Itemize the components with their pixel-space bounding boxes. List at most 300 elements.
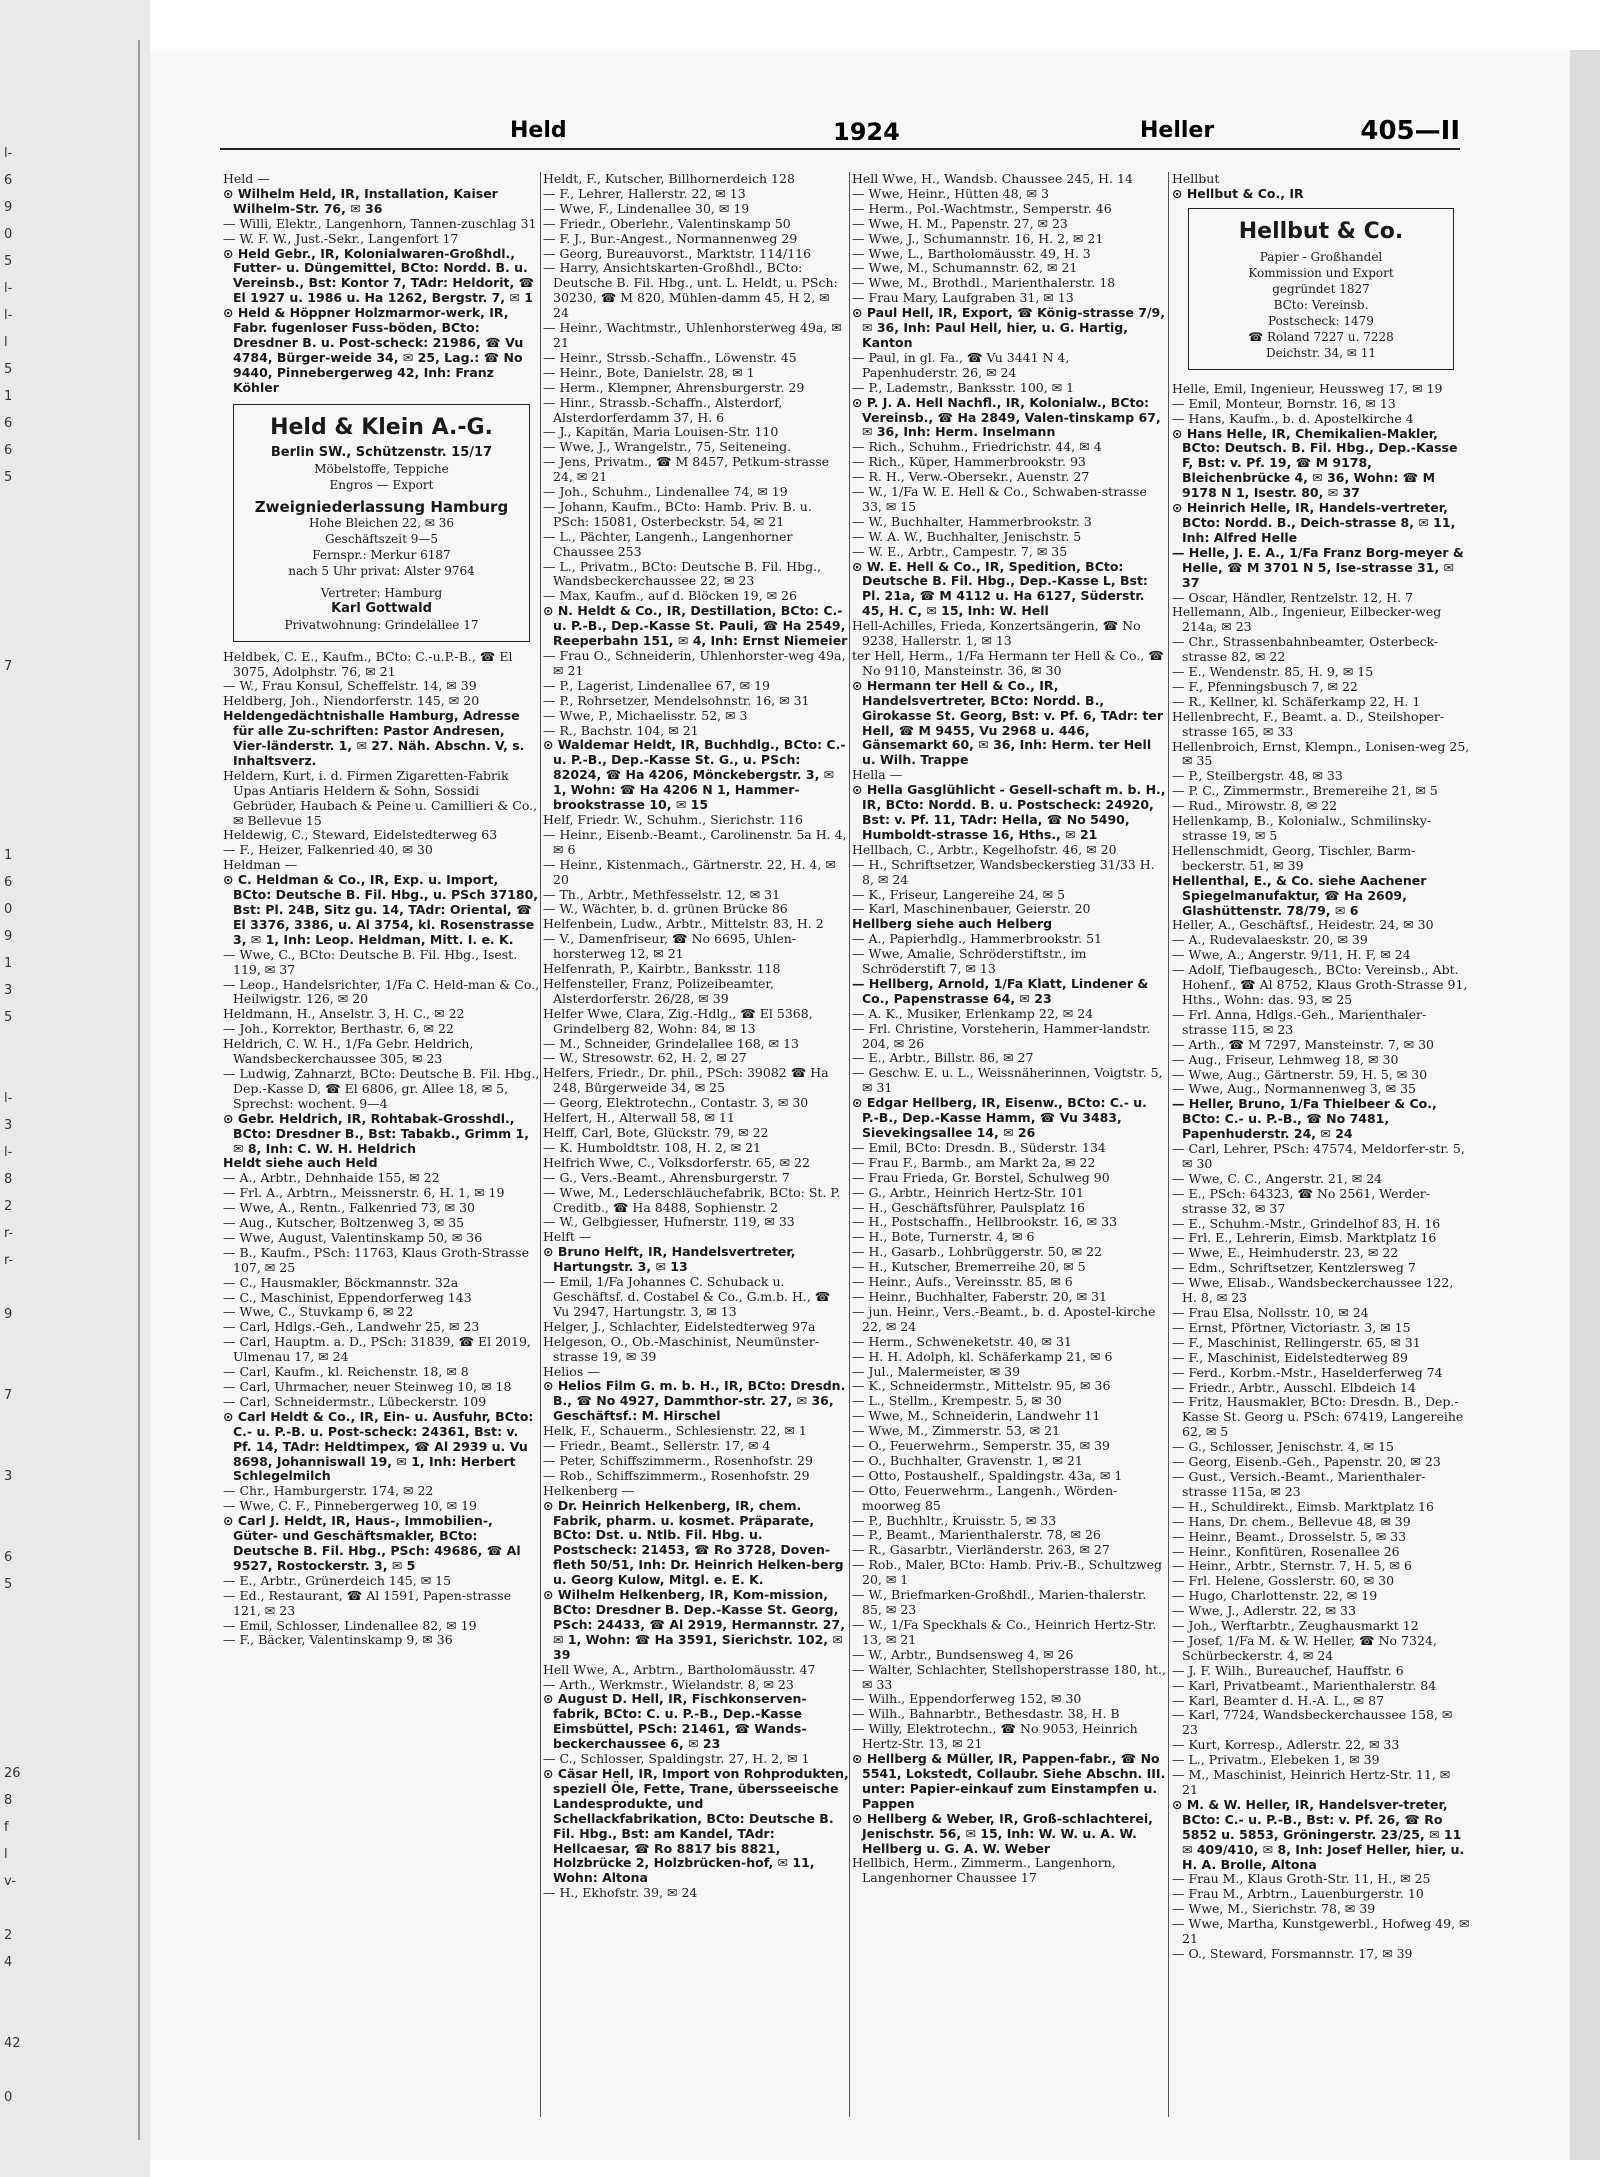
directory-entry: — Wwe, J., Wrangelstr., 75, Seiteneing. bbox=[543, 439, 792, 455]
directory-entry: Heldberg, Joh., Niendorferstr. 145, ✉ 20 bbox=[223, 693, 480, 709]
directory-entry: ⊙ N. Heldt & Co., IR, Destillation, BCto: C.-u. P.-B., Dep.-Kasse St. Pauli, ☎ Ha 2549, Reeperbahn 151, ✉ 4, Inh: Ernst Niemeier bbox=[543, 603, 848, 649]
margin-mark: 3 bbox=[4, 1118, 13, 1133]
directory-entry: — Joh., Korrektor, Berthastr. 6, ✉ 22 bbox=[223, 1021, 454, 1037]
directory-entry: Helle, Emil, Ingenieur, Heussweg 17, ✉ 19 bbox=[1172, 380, 1443, 396]
directory-entry: ⊙ Hellberg & Weber, IR, Groß-schlachterei, Jenischstr. 56, ✉ 15, Inh: W. W. u. A. W. Hellberg u. G. A. W. Weber bbox=[852, 1810, 1153, 1856]
directory-entry: — Wwe, M., Schumannstr. 62, ✉ 21 bbox=[852, 260, 1078, 276]
directory-entry: ⊙ Waldemar Heldt, IR, Buchhdlg., BCto: C.- u. P.-B., Dep.-Kasse St. G., u. PSch: 82024, ☎ Ha 4206, Mönckebergstr. 3, ✉ 1, Wohn: ☎ Ha 4206 N 1, Hammer-brookstrasse 10, ✉ 15 bbox=[543, 737, 846, 813]
directory-entry: — Friedr., Beamt., Sellerstr. 17, ✉ 4 bbox=[543, 1438, 771, 1454]
margin-mark: 8 bbox=[4, 1793, 13, 1808]
directory-entry: Helf, Friedr. W., Schuhm., Sierichstr. 116 bbox=[543, 811, 803, 827]
directory-entry: — O., Feuerwehrm., Semperstr. 35, ✉ 39 bbox=[852, 1438, 1110, 1454]
margin-mark bbox=[4, 1598, 24, 1625]
margin-mark bbox=[4, 1679, 24, 1706]
directory-entry: — E., Arbtr., Grünerdeich 145, ✉ 15 bbox=[223, 1572, 452, 1588]
margin-mark: r- bbox=[4, 1253, 14, 1268]
directory-entry: — M., Maschinist, Heinrich Hertz-Str. 11, ✉ 21 bbox=[1172, 1767, 1451, 1797]
directory-entry: Helff, Carl, Bote, Glückstr. 79, ✉ 22 bbox=[543, 1125, 769, 1140]
ad-line: Möbelstoffe, Teppiche bbox=[314, 461, 449, 476]
ad-title: Held & Klein A.-G. bbox=[270, 414, 493, 440]
directory-entry: — F., Maschinist, Rellingerstr. 65, ✉ 31 bbox=[1172, 1334, 1421, 1350]
directory-entry: — H., Bote, Turnerstr. 4, ✉ 6 bbox=[852, 1229, 1035, 1245]
directory-entry: — H., Postschaffn., Hellbrookstr. 16, ✉ 33 bbox=[852, 1214, 1118, 1230]
directory-entry: — Ferd., Korbm.-Mstr., Haselderferweg 74 bbox=[1172, 1364, 1443, 1380]
directory-entry: — K., Schneidermstr., Mittelstr. 95, ✉ 36 bbox=[852, 1378, 1111, 1394]
column-rule bbox=[849, 172, 850, 2117]
margin-mark bbox=[4, 1058, 24, 1085]
ad-line: Kommission und Export bbox=[1248, 265, 1394, 280]
margin-mark: 1 bbox=[4, 848, 13, 863]
directory-entry: — Josef, 1/Fa M. & W. Heller, ☎ No 7324, Schürbeckerstr. 4, ✉ 24 bbox=[1172, 1632, 1437, 1663]
directory-entry: ⊙ C. Heldman & Co., IR, Exp. u. Import, BCto: Deutsche B. Fil. Hbg., u. PSch 37180, Bst: Pl. 24B, Sitz gu. 14, TAdr: Oriental, ☎ El 3376, 3386, u. Al 3754, kl. Rosenstrasse 3, ✉ 1, Inh: Leop. Heldman, Mitt. I. e. K. bbox=[223, 872, 539, 947]
margin-mark: 0 bbox=[4, 902, 13, 917]
directory-entry: — Wwe, Amalie, Schröderstiftstr., im Schröderstift 7, ✉ 13 bbox=[852, 946, 1087, 977]
directory-entry: — Wwe, Aug., Gärtnerstr. 59, H. 5, ✉ 30 bbox=[1172, 1066, 1428, 1082]
margin-mark: l- bbox=[4, 281, 13, 296]
directory-entry: — O., Steward, Forsmannstr. 17, ✉ 39 bbox=[1172, 1945, 1413, 1961]
directory-entry: — Emil, 1/Fa Johannes C. Schuback u. Geschäftsf. d. Costabel & Co., G.m.b. H., ☎ Vu 2947, Hartungstr. 3, ✉ 13 bbox=[543, 1274, 831, 1319]
directory-entry: — Oscar, Händler, Rentzelstr. 12, H. 7 bbox=[1172, 589, 1413, 605]
directory-entry: ⊙ August D. Hell, IR, Fischkonserven-fabrik, BCto: C. u. P.-B., Dep.-Kasse Eimsbüttel, PSch: 21461, ☎ Wands-beckerchaussee 6, ✉ 23 bbox=[543, 1691, 807, 1752]
directory-entry: — Frl. E., Lehrerin, Eimsb. Marktplatz 16 bbox=[1172, 1230, 1437, 1246]
directory-entry: — P., Lagerist, Lindenallee 67, ✉ 19 bbox=[543, 677, 771, 693]
header-year: 1924 bbox=[833, 118, 900, 146]
directory-entry: — Frau O., Schneiderin, Uhlenhorster-weg 49a, ✉ 21 bbox=[543, 648, 846, 678]
directory-entry: — F., Lehrer, Hallerstr. 22, ✉ 13 bbox=[543, 185, 746, 201]
directory-entry: — Frl. Christine, Vorsteherin, Hammer-landstr. 204, ✉ 26 bbox=[852, 1020, 1151, 1051]
directory-entry: — P. C., Zimmermstr., Bremereihe 21, ✉ 5 bbox=[1172, 783, 1438, 799]
ad-phone-private: nach 5 Uhr privat: Alster 9764 bbox=[288, 563, 475, 578]
ad-line: Deichstr. 34, ✉ 11 bbox=[1265, 345, 1377, 360]
directory-entry: Hellbach, C., Arbtr., Kegelhofstr. 46, ✉ 20 bbox=[852, 841, 1117, 857]
directory-entry: ⊙ M. & W. Heller, IR, Handelsver-treter, BCto: C.- u. P.-B., Bst: v. Pf. 26, ☎ Ro 5852 u. 5853, Gröningerstr. 23/25, ✉ 11 ✉ 409/410, ✉ 8, Inh: Josef Heller, hier, u. H. A. Brolle, Altona bbox=[1172, 1796, 1465, 1872]
directory-entry: — Wwe, M., Lederschläuchefabrik, BCto: St. P. Creditb., ☎ Ha 8488, Sophienstr. 2 bbox=[543, 1184, 841, 1215]
directory-entry: Heldrich, C. W. H., 1/Fa Gebr. Heldrich, Wandsbeckerchaussee 305, ✉ 23 bbox=[223, 1036, 474, 1067]
ad-private-address: Privatwohnung: Grindelallee 17 bbox=[284, 617, 479, 632]
margin-mark bbox=[4, 1517, 24, 1544]
ad-title: Hellbut & Co. bbox=[1238, 218, 1404, 244]
ad-branch: Zweigniederlassung Hamburg bbox=[254, 497, 509, 516]
directory-entry: — A. K., Musiker, Erlenkamp 22, ✉ 24 bbox=[852, 1005, 1094, 1021]
directory-entry: — Frl. A., Arbtrn., Meissnerstr. 6, H. 1, ✉ 19 bbox=[223, 1185, 505, 1201]
directory-entry: — Aug., Friseur, Lehmweg 18, ✉ 30 bbox=[1172, 1051, 1399, 1067]
directory-entry: Hellemann, Alb., Ingenieur, Eilbecker-weg 214a, ✉ 23 bbox=[1172, 604, 1442, 635]
margin-mark bbox=[4, 518, 24, 545]
margin-mark: 0 bbox=[4, 227, 13, 242]
directory-entry: — Frl. Anna, Hdlgs.-Geh., Marienthaler-strasse 115, ✉ 23 bbox=[1172, 1006, 1427, 1037]
directory-entry: — H., Ekhofstr. 39, ✉ 24 bbox=[543, 1885, 698, 1901]
directory-entry: Hellenkamp, B., Kolonialw., Schmilinsky-strasse 19, ✉ 5 bbox=[1172, 813, 1432, 843]
directory-entry: — Edm., Schriftsetzer, Kentzlersweg 7 bbox=[1172, 1260, 1416, 1276]
directory-entry: — F., Maschinist, Eidelstedterweg 89 bbox=[1172, 1349, 1408, 1365]
hellbut-label: Hellbut bbox=[1172, 172, 1220, 186]
directory-entry: — W. F. W., Just.-Sekr., Langenfort 17 bbox=[223, 230, 459, 246]
column-3 bbox=[852, 172, 1166, 2122]
directory-entry: — H. H. Adolph, kl. Schäferkamp 21, ✉ 6 bbox=[852, 1348, 1113, 1364]
margin-mark: 6 bbox=[4, 443, 13, 458]
ad-line: Papier - Großhandel bbox=[1259, 249, 1383, 264]
directory-entry: — P., Beamt., Marienthalerstr. 78, ✉ 26 bbox=[852, 1527, 1101, 1543]
directory-entry: — Rob., Schiffszimmerm., Rosenhofstr. 29 bbox=[543, 1467, 810, 1483]
directory-entry: — Frau M., Klaus Groth-Str. 11, H., ✉ 25 bbox=[1172, 1871, 1431, 1887]
directory-entry: — Wwe, L., Bartholomäusstr. 49, H. 3 bbox=[852, 245, 1091, 261]
margin-mark: f bbox=[4, 1820, 9, 1835]
margin-mark bbox=[4, 491, 24, 518]
page-edge bbox=[1570, 50, 1600, 2160]
directory-entry: ⊙ Paul Hell, IR, Export, ☎ König-strasse 7/9, ✉ 36, Inh: Paul Hell, hier, u. G. Hartig, Kanton bbox=[852, 305, 1165, 350]
directory-entry: — Wwe, C. C., Angerstr. 21, ✉ 24 bbox=[1172, 1170, 1383, 1186]
column-1-entries-bottom bbox=[223, 650, 540, 1649]
directory-entry: — R. H., Verw.-Obersekr., Auenstr. 27 bbox=[852, 469, 1090, 485]
directory-entry: — W., Wächter, b. d. grünen Brücke 86 bbox=[543, 901, 788, 917]
margin-mark: 2 bbox=[4, 1928, 13, 1943]
directory-entry: Helfrich Wwe, C., Volksdorferstr. 65, ✉ 22 bbox=[543, 1154, 810, 1170]
directory-entry: — P., Steilbergstr. 48, ✉ 33 bbox=[1172, 768, 1343, 784]
directory-entry: — Frau Frieda, Gr. Borstel, Schulweg 90 bbox=[852, 1169, 1110, 1185]
directory-entry: Hella — bbox=[852, 767, 903, 783]
directory-entry: — R., Gasarbtr., Vierländerstr. 263, ✉ 27 bbox=[852, 1542, 1110, 1558]
directory-entry: — Wwe, August, Valentinskamp 50, ✉ 36 bbox=[223, 1229, 483, 1245]
margin-mark: 3 bbox=[4, 1469, 13, 1484]
directory-entry: — Chr., Hamburgerstr. 174, ✉ 22 bbox=[223, 1483, 434, 1499]
column-4-entries bbox=[1172, 382, 1470, 1962]
margin-mark: 5 bbox=[4, 362, 13, 377]
margin-mark bbox=[4, 1706, 24, 1733]
ad-line: gegründet 1827 bbox=[1272, 281, 1370, 296]
ad-line: BCto: Vereinsb. bbox=[1273, 297, 1369, 312]
directory-entry: — Wilh., Eppendorferweg 152, ✉ 30 bbox=[852, 1691, 1082, 1707]
margin-mark bbox=[4, 1274, 24, 1301]
margin-mark bbox=[4, 734, 24, 761]
ad-hours: Geschäftszeit 9—5 bbox=[324, 531, 439, 546]
directory-entry: — C., Hausmakler, Böckmannstr. 32a bbox=[223, 1274, 459, 1290]
directory-entry: — Kurt, Korresp., Adlerstr. 22, ✉ 33 bbox=[1172, 1737, 1400, 1753]
directory-entry: — Willy, Elektrotechn., ☎ No 9053, Heinrich Hertz-Str. 13, ✉ 21 bbox=[852, 1721, 1138, 1752]
column-1 bbox=[223, 172, 540, 2122]
hellbut-entry: ⊙ Hellbut & Co., IR bbox=[1172, 185, 1304, 201]
directory-entry: Helgeson, O., Ob.-Maschinist, Neumünster-strasse 19, ✉ 39 bbox=[543, 1333, 820, 1364]
directory-entry: Heldern, Kurt, i. d. Firmen Zigaretten-Fabrik Upas Antiaris Heldern & Sohn, Sossidi Gebrüder, Haubach & Peine u. Camillieri & Co., ✉ Bellevue 15 bbox=[223, 767, 538, 828]
margin-mark: 5 bbox=[4, 470, 13, 485]
directory-entry: — Ernst, Pförtner, Victoriastr. 3, ✉ 15 bbox=[1172, 1319, 1411, 1335]
directory-entry: — Wwe, A., Angerstr. 9/11, H. F, ✉ 24 bbox=[1172, 947, 1411, 963]
directory-entry: Heldengedächtnishalle Hamburg, Adresse für alle Zu-schriften: Pastor Andresen, Vier-länderstr. 1, ✉ 27. Näh. Abschn. V, s. Inhaltsverz. bbox=[223, 708, 525, 768]
directory-entry: — Helle, J. E. A., 1/Fa Franz Borg-meyer & Helle, ☎ M 3701 N 5, Ise-strasse 31, ✉ 37 bbox=[1172, 544, 1464, 590]
margin-mark: l bbox=[4, 335, 8, 350]
margin-mark bbox=[4, 1895, 24, 1922]
margin-mark bbox=[4, 1355, 24, 1382]
directory-entry: ⊙ Helios Film G. m. b. H., IR, BCto: Dresdn. B., ☎ No 4927, Dammthor-str. 27, ✉ 36, Geschäftsf.: M. Hirschel bbox=[543, 1378, 846, 1424]
margin-mark: l bbox=[4, 1847, 8, 1862]
directory-entry: — Wilh., Bahnarbtr., Bethesdastr. 38, H. B bbox=[852, 1706, 1120, 1722]
directory-entry: — L., Pächter, Langenh., Langenhorner Chaussee 253 bbox=[543, 528, 793, 559]
margin-mark bbox=[4, 1652, 24, 1679]
directory-entry: — J. F. Wilh., Bureauchef, Hauffstr. 6 bbox=[1172, 1662, 1404, 1678]
directory-entry: — Heinr., Bote, Danielstr. 28, ✉ 1 bbox=[543, 364, 755, 380]
margin-mark: 6 bbox=[4, 416, 13, 431]
margin-mark: 9 bbox=[4, 200, 13, 215]
directory-entry: Helk, F., Schauerm., Schlesienstr. 22, ✉ 1 bbox=[543, 1423, 807, 1439]
directory-entry: — W. E., Arbtr., Campestr. 7, ✉ 35 bbox=[852, 543, 1068, 559]
directory-entry: — F., Pfenningsbusch 7, ✉ 22 bbox=[1172, 678, 1358, 694]
margin-mark bbox=[4, 680, 24, 707]
directory-entry: — P., Rohrsetzer, Mendelsohnstr. 16, ✉ 31 bbox=[543, 692, 810, 708]
directory-entry: — Harry, Ansichtskarten-Großhdl., BCto: Deutsche B. Fil. Hbg., unt. L. Heldt, u. PSch: 30230, ☎ M 820, Mühlen-damm 45, H 2, ✉ 24 bbox=[543, 260, 838, 321]
directory-entry: — Otto, Feuerwehrm., Langenh., Wörden-moorweg 85 bbox=[852, 1482, 1118, 1513]
directory-entry: ⊙ Hans Helle, IR, Chemikalien-Makler, BCto: Deutsch. B. Fil. Hbg., Dep.-Kasse F, Bst: v. Pf. 19, ☎ M 9178, Bleichenbrücke 4, ✉ 36, Wohn: ☎ M 9178 N 1, Isestr. 80, ✉ 37 bbox=[1172, 425, 1458, 501]
directory-entry: ⊙ Hellberg & Müller, IR, Pappen-fabr., ☎ No 5541, Lokstedt, Collaubr. Siehe Abschn. III. unter: Papier-einkauf zum Einstampfen u. Pappen bbox=[852, 1751, 1166, 1811]
directory-entry: ⊙ Heinrich Helle, IR, Handels-vertreter, BCto: Nordd. B., Deich-strasse 8, ✉ 11, Inh: Alfred Helle bbox=[1172, 500, 1456, 545]
directory-entry: — F., Heizer, Falkenried 40, ✉ 30 bbox=[223, 842, 433, 858]
directory-entry: — K. Humboldtstr. 108, H. 2, ✉ 21 bbox=[543, 1139, 762, 1155]
margin-mark: 5 bbox=[4, 1010, 13, 1025]
directory-entry: — H., Gasarb., Lohbrüggerstr. 50, ✉ 22 bbox=[852, 1244, 1102, 1260]
directory-entry: — V., Damenfriseur, ☎ No 6695, Uhlen-horsterweg 12, ✉ 21 bbox=[543, 931, 797, 962]
directory-entry: — Georg, Eisenb.-Geh., Papenstr. 20, ✉ 23 bbox=[1172, 1454, 1441, 1470]
directory-entry: — Frl. Helene, Gosslerstr. 60, ✉ 30 bbox=[1172, 1573, 1395, 1589]
directory-entry: — jun. Heinr., Vers.-Beamt., b. d. Apostel-kirche 22, ✉ 24 bbox=[852, 1303, 1156, 1334]
directory-entry: — H., Kutscher, Bremerreihe 20, ✉ 5 bbox=[852, 1259, 1086, 1275]
directory-entry: — Willi, Elektr., Langenhorn, Tannen-zuschlag 31 bbox=[223, 215, 537, 231]
directory-entry: Hellenthal, E., & Co. siehe Aachener Spiegelmanufaktur, ☎ Ha 2609, Glashüttenstr. 78/79, ✉ 6 bbox=[1172, 872, 1427, 918]
directory-entry: — W., 1/Fa Speckhals & Co., Heinrich Hertz-Str. 13, ✉ 21 bbox=[852, 1616, 1157, 1647]
directory-entry: — Wwe, C., BCto: Deutsche B. Fil. Hbg., Isest. 119, ✉ 37 bbox=[223, 946, 518, 977]
directory-entry: — Wwe, M., Schneiderin, Landwehr 11 bbox=[852, 1408, 1101, 1424]
directory-entry: — G., Arbtr., Heinrich Hertz-Str. 101 bbox=[852, 1184, 1084, 1200]
margin-mark bbox=[4, 1490, 24, 1517]
directory-entry: — Paul, in gl. Fa., ☎ Vu 3441 N 4, Papenhuderstr. 26, ✉ 24 bbox=[852, 349, 1070, 380]
directory-entry: — Heller, Bruno, 1/Fa Thielbeer & Co., BCto: C.- u. P.-B., ☎ No 7481, Papenhuderstr. 24, ✉ 24 bbox=[1172, 1096, 1437, 1142]
binding-edge bbox=[138, 40, 140, 2140]
directory-entry: — Carl, Uhrmacher, neuer Steinweg 10, ✉ 18 bbox=[223, 1379, 512, 1394]
directory-entry: — Max, Kaufm., auf d. Blöcken 19, ✉ 26 bbox=[543, 588, 797, 604]
ad-line: Postscheck: 1479 bbox=[1268, 313, 1374, 328]
margin-mark: 3 bbox=[4, 983, 13, 998]
directory-entry: — Wwe, M., Zimmerstr. 53, ✉ 21 bbox=[852, 1423, 1061, 1439]
directory-entry: ⊙ Edgar Hellberg, IR, Eisenw., BCto: C.- u. P.-B., Dep.-Kasse Hamm, ☎ Vu 3483, Sievekingsallee 14, ✉ 26 bbox=[852, 1095, 1147, 1140]
directory-entry: — Heinr., Eisenb.-Beamt., Carolinenstr. 5a H. 4, ✉ 6 bbox=[543, 826, 847, 857]
directory-entry: ⊙ Carl Heldt & Co., IR, Ein- u. Ausfuhr, BCto: C.- u. P.-B. u. Post-scheck: 24361, Bst: v. Pf. 14, TAdr: Heldtimpex, ☎ Al 2939 u. Vu 8698, Johanniswall 19, ✉ 1, Inh: Herbert Schlegelmilch bbox=[223, 1408, 534, 1484]
margin-mark bbox=[4, 2057, 24, 2084]
directory-entry: — Ed., Restaurant, ☎ Al 1591, Papen-strasse 121, ✉ 23 bbox=[223, 1587, 512, 1618]
margin-mark: 8 bbox=[4, 1172, 13, 1187]
directory-entry: — Otto, Postaushelf., Spaldingstr. 43a, ✉ 1 bbox=[852, 1467, 1123, 1483]
directory-entry: — B., Kaufm., PSch: 11763, Klaus Groth-Strasse 107, ✉ 25 bbox=[223, 1244, 529, 1275]
directory-entry: — Heinr., Wachtmstr., Uhlenhorsterweg 49a, ✉ 21 bbox=[543, 320, 842, 350]
directory-entry: Helfer Wwe, Clara, Zig.-Hdlg., ☎ El 5368, Grindelberg 82, Wohn: 84, ✉ 13 bbox=[543, 1005, 813, 1036]
directory-entry: Heller, A., Geschäftsf., Heidestr. 24, ✉ 30 bbox=[1172, 917, 1434, 933]
ad-address: Berlin SW., Schützenstr. 15/17 bbox=[270, 444, 493, 460]
directory-entry: — H., Schuldirekt., Eimsb. Marktplatz 16 bbox=[1172, 1498, 1434, 1514]
margin-mark: 7 bbox=[4, 659, 13, 674]
directory-entry: — Ludwig, Zahnarzt, BCto: Deutsche B. Fil. Hbg., Dep.-Kasse D, ☎ El 6806, gr. Allee 18, ✉ 5, Sprechst: wochent. 9—4 bbox=[223, 1065, 540, 1111]
margin-mark bbox=[4, 626, 24, 653]
margin-marks bbox=[4, 140, 24, 2111]
directory-entry: — A., Arbtr., Dehnhaide 155, ✉ 22 bbox=[223, 1170, 440, 1186]
directory-entry: — Chr., Strassenbahnbeamter, Osterbeck-strasse 82, ✉ 22 bbox=[1172, 634, 1439, 665]
column-1-entries-top bbox=[223, 172, 540, 396]
margin-mark bbox=[4, 1976, 24, 2003]
directory-entry: — C., Maschinist, Eppendorferweg 143 bbox=[223, 1289, 472, 1305]
directory-entry: Hellenschmidt, Georg, Tischler, Barm-beckerstr. 51, ✉ 39 bbox=[1172, 842, 1416, 873]
margin-mark bbox=[4, 1031, 24, 1058]
directory-entry: — L., Privatm., Elebeken 1, ✉ 39 bbox=[1172, 1752, 1380, 1768]
header-left-keyword: Held bbox=[510, 118, 567, 143]
directory-entry: — E., Wendenstr. 85, H. 9, ✉ 15 bbox=[1172, 664, 1374, 680]
directory-entry: — W., 1/Fa W. E. Hell & Co., Schwaben-strasse 33, ✉ 15 bbox=[852, 484, 1147, 514]
directory-entry: — Wwe, M., Brothdl., Marienthalerstr. 18 bbox=[852, 275, 1116, 291]
margin-mark: 1 bbox=[4, 389, 13, 404]
directory-entry: Heldmann, H., Anselstr. 3, H. C., ✉ 22 bbox=[223, 1006, 465, 1022]
directory-entry: ⊙ Bruno Helft, IR, Handelsvertreter, Hartungstr. 3, ✉ 13 bbox=[543, 1244, 796, 1275]
directory-entry: — Carl, Hauptm. a. D., PSch: 31839, ☎ El 2019, Ulmenau 17, ✉ 24 bbox=[223, 1334, 531, 1365]
directory-entry: — R., Bachstr. 104, ✉ 21 bbox=[543, 722, 699, 738]
directory-entry: — Herm., Klempner, Ahrensburgerstr. 29 bbox=[543, 379, 805, 395]
directory-entry: — Joh., Werftarbtr., Zeughausmarkt 12 bbox=[1172, 1618, 1419, 1634]
page-number: 405—II bbox=[1360, 116, 1460, 146]
directory-entry: — Carl, Lehrer, PSch: 47574, Meldorfer-str. 5, ✉ 30 bbox=[1172, 1141, 1465, 1171]
directory-entry: — Georg, Elektrotechn., Contastr. 3, ✉ 30 bbox=[543, 1095, 809, 1111]
directory-entry: ⊙ Hermann ter Hell & Co., IR, Handelsvertreter, BCto: Nordd. B., Girokasse St. Georg, Bst: v. Pf. 6, TAdr: ter Hell, ☎ M 9455, Vu 2968 u. 446, Gänsemarkt 60, ✉ 36, Inh: Herm. ter Hell u. Wilh. Trappe bbox=[852, 677, 1164, 768]
directory-entry: Hell Wwe, A., Arbtrn., Bartholomäusstr. 47 bbox=[543, 1661, 816, 1677]
directory-entry: — C., Schlosser, Spaldingstr. 27, H. 2, ✉ 1 bbox=[543, 1751, 810, 1767]
directory-entry: — Karl, Privatbeamt., Marienthalerstr. 84 bbox=[1172, 1677, 1437, 1693]
directory-entry: — Friedr., Arbtr., Ausschl. Elbdeich 14 bbox=[1172, 1379, 1416, 1395]
margin-mark: 0 bbox=[4, 2090, 13, 2105]
margin-mark: v- bbox=[4, 1874, 17, 1889]
ad-hellbut bbox=[1188, 208, 1454, 370]
margin-mark: l- bbox=[4, 146, 13, 161]
directory-entry: — Emil, Schlosser, Lindenallee 82, ✉ 19 bbox=[223, 1617, 477, 1633]
directory-entry: Helfenrath, P., Kairbtr., Banksstr. 118 bbox=[543, 961, 781, 977]
directory-entry: — L., Stellm., Krempestr. 5, ✉ 30 bbox=[852, 1393, 1062, 1409]
margin-mark: 9 bbox=[4, 1307, 13, 1322]
directory-entry: — W., Buchhalter, Hammerbrookstr. 3 bbox=[852, 513, 1092, 529]
margin-mark: 6 bbox=[4, 173, 13, 188]
directory-entry: — P., Lademstr., Banksstr. 100, ✉ 1 bbox=[852, 379, 1075, 395]
directory-entry: — Geschw. E. u. L., Weissnäherinnen, Voigtstr. 5, ✉ 31 bbox=[852, 1065, 1163, 1096]
directory-entry: — Frau Elsa, Nollsstr. 10, ✉ 24 bbox=[1172, 1305, 1369, 1320]
directory-entry: — W., Gelbgiesser, Hufnerstr. 119, ✉ 33 bbox=[543, 1214, 795, 1230]
directory-entry: — Arth., Werkmstr., Wielandstr. 8, ✉ 23 bbox=[543, 1676, 794, 1692]
directory-entry: ⊙ Wilhelm Held, IR, Installation, Kaiser Wilhelm-Str. 76, ✉ 36 bbox=[223, 185, 498, 216]
directory-entry: ⊙ Carl J. Heldt, IR, Haus-, Immobilien-, Güter- und Geschäftsmakler, BCto: Deutsche B. Fil. Hbg., PSch: 49686, ☎ Al 9527, Rostockerstr. 3, ✉ 5 bbox=[223, 1513, 521, 1573]
ad-phone: Fernspr.: Merkur 6187 bbox=[312, 547, 451, 562]
header-right-keyword: Heller bbox=[1140, 118, 1215, 143]
directory-entry: — Wwe, C., Stuvkamp 6, ✉ 22 bbox=[223, 1304, 414, 1320]
directory-entry: ⊙ Gebr. Heldrich, IR, Rohtabak-Grosshdl., BCto: Dresdner B., Bst: Tabakb., Grimm 1, ✉ 8, Inh: C. W. H. Heldrich bbox=[223, 1110, 529, 1156]
directory-entry: — Jens, Privatm., ☎ M 8457, Petkum-strasse 24, ✉ 21 bbox=[543, 454, 830, 485]
directory-entry: — W., Frau Konsul, Scheffelstr. 14, ✉ 39 bbox=[223, 678, 477, 694]
directory-entry: — Fritz, Hausmakler, BCto: Dresdn. B., Dep.-Kasse St. Georg u. PSch: 67419, Langereihe 62, ✉ 5 bbox=[1172, 1394, 1464, 1440]
directory-entry: Heldman — bbox=[223, 857, 298, 873]
directory-entry: — Rob., Maler, BCto: Hamb. Priv.-B., Schultzweg 20, ✉ 1 bbox=[852, 1557, 1163, 1588]
margin-mark bbox=[4, 761, 24, 788]
margin-mark: 5 bbox=[4, 1577, 13, 1592]
directory-entry: — Th., Arbtr., Methfesselstr. 12, ✉ 31 bbox=[543, 886, 781, 902]
margin-mark: 9 bbox=[4, 929, 13, 944]
directory-entry: — Hugo, Charlottenstr. 22, ✉ 19 bbox=[1172, 1588, 1378, 1604]
directory-entry: — G., Schlosser, Jenischstr. 4, ✉ 15 bbox=[1172, 1439, 1395, 1455]
directory-entry: — E., Schuhm.-Mstr., Grindelhof 83, H. 16 bbox=[1172, 1215, 1441, 1231]
directory-entry: — E., Arbtr., Billstr. 86, ✉ 27 bbox=[852, 1050, 1034, 1066]
margin-mark bbox=[4, 1436, 24, 1463]
directory-entry: — Johann, Kaufm., BCto: Hamb. Priv. B. u. PSch: 15081, Osterbeckstr. 54, ✉ 21 bbox=[543, 498, 812, 529]
directory-entry: — Hellberg, Arnold, 1/Fa Klatt, Lindener & Co., Papenstrasse 64, ✉ 23 bbox=[852, 975, 1149, 1006]
margin-mark: l- bbox=[4, 1145, 13, 1160]
directory-entry: Hell-Achilles, Frieda, Konzertsängerin, ☎ No 9238, Hallerstr. 1, ✉ 13 bbox=[852, 618, 1141, 649]
directory-entry: ter Hell, Herm., 1/Fa Hermann ter Hell & Co., ☎ No 9110, Mansteinstr. 36, ✉ 30 bbox=[852, 648, 1164, 678]
directory-entry: Held — bbox=[223, 172, 270, 186]
ad-line: Engros — Export bbox=[329, 477, 434, 492]
margin-mark: 4 bbox=[4, 1955, 13, 1970]
directory-entry: — Wwe, Heinr., Hütten 48, ✉ 3 bbox=[852, 185, 1049, 201]
margin-mark bbox=[4, 599, 24, 626]
directory-entry: — Herm., Pol.-Wachtmstr., Semperstr. 46 bbox=[852, 200, 1112, 216]
directory-entry: — O., Buchhalter, Gravenstr. 1, ✉ 21 bbox=[852, 1452, 1083, 1468]
directory-entry: Helger, J., Schlachter, Eidelstedterweg 97a bbox=[543, 1318, 816, 1334]
ad-rep-name: Karl Gottwald bbox=[331, 600, 432, 616]
column-rule bbox=[1168, 172, 1169, 2117]
directory-entry: — Wwe, Martha, Kunstgewerbl., Hofweg 49, ✉ 21 bbox=[1172, 1916, 1470, 1947]
directory-entry: — A., Papierhdlg., Hammerbrookstr. 51 bbox=[852, 931, 1102, 947]
directory-entry: — Arth., ☎ M 7297, Mansteinstr. 7, ✉ 30 bbox=[1172, 1036, 1434, 1052]
directory-entry: — Wwe, F., Lindenallee 30, ✉ 19 bbox=[543, 200, 750, 216]
margin-mark bbox=[4, 1625, 24, 1652]
directory-entry: — Heinr., Beamt., Drosselstr. 5, ✉ 33 bbox=[1172, 1528, 1407, 1544]
directory-entry: Heldbek, C. E., Kaufm., BCto: C.-u.P.-B., ☎ El 3075, Adolphstr. 76, ✉ 21 bbox=[223, 648, 513, 679]
directory-entry: — Heinr., Strssb.-Schaffn., Löwenstr. 45 bbox=[543, 349, 797, 365]
directory-entry: Helfensteller, Franz, Polizeibeamter, Alsterdorferstr. 26/28, ✉ 39 bbox=[543, 975, 774, 1006]
ad-held-klein bbox=[233, 404, 530, 642]
directory-entry: — Herm., Schweneketstr. 40, ✉ 31 bbox=[852, 1333, 1072, 1349]
directory-entry: ⊙ Hella Gasglühlicht - Gesell-schaft m. b. H., IR, BCto: Nordd. B. u. Postscheck: 24920, Bst: v. Pf. 11, TAdr: Hella, ☎ No 5490, Humboldt-strasse 16, Hths., ✉ 21 bbox=[852, 782, 1166, 842]
directory-entry: — Adolf, Tiefbaugesch., BCto: Vereinsb., Abt. Hohenf., ☎ Al 8752, Klaus Groth-Strasse 91, Hths., Wohn: das. 93, ✉ 25 bbox=[1172, 962, 1468, 1007]
directory-entry: — Wwe, Elisab., Wandsbeckerchaussee 122, H. 8, ✉ 23 bbox=[1172, 1275, 1454, 1306]
directory-entry: — Heinr., Arbtr., Sternstr. 7, H. 5, ✉ 6 bbox=[1172, 1558, 1412, 1574]
margin-mark: 5 bbox=[4, 254, 13, 269]
directory-entry: — Carl, Kaufm., kl. Reichenstr. 18, ✉ 8 bbox=[223, 1364, 469, 1380]
directory-entry: — Frau M., Arbtrn., Lauenburgerstr. 10 bbox=[1172, 1886, 1424, 1902]
margin-mark: l- bbox=[4, 308, 13, 323]
directory-entry: — Peter, Schiffszimmerm., Rosenhofstr. 29 bbox=[543, 1452, 813, 1468]
directory-entry: — L., Privatm., BCto: Deutsche B. Fil. Hbg., Wandsbeckerchaussee 22, ✉ 23 bbox=[543, 558, 822, 589]
directory-entry: — Rich., Küper, Hammerbrookstr. 93 bbox=[852, 454, 1086, 470]
directory-entry: — W., Arbtr., Bundsensweg 4, ✉ 26 bbox=[852, 1646, 1074, 1662]
margin-mark: 6 bbox=[4, 875, 13, 890]
margin-mark bbox=[4, 707, 24, 734]
directory-entry: — K., Friseur, Langereihe 24, ✉ 5 bbox=[852, 886, 1066, 902]
directory-entry: — Wwe, M., Sierichstr. 78, ✉ 39 bbox=[1172, 1901, 1376, 1917]
directory-entry: — Walter, Schlachter, Stellshoperstrasse 180, ht., ✉ 33 bbox=[852, 1661, 1166, 1692]
ad-rep-label: Vertreter: Hamburg bbox=[320, 585, 443, 600]
directory-entry: — Carl, Schneidermstr., Lübeckerstr. 109 bbox=[223, 1393, 487, 1409]
directory-entry: — Carl, Hdlgs.-Geh., Landwehr 25, ✉ 23 bbox=[223, 1319, 480, 1335]
directory-entry: — Hans, Dr. chem., Bellevue 48, ✉ 39 bbox=[1172, 1513, 1411, 1529]
margin-mark: 7 bbox=[4, 1388, 13, 1403]
directory-entry: — Emil, Monteur, Bornstr. 16, ✉ 13 bbox=[1172, 395, 1396, 411]
directory-entry: Heldt, F., Kutscher, Billhornerdeich 128 bbox=[543, 172, 795, 186]
directory-entry: Hellenbrecht, F., Beamt. a. D., Steilshoper-strasse 165, ✉ 33 bbox=[1172, 708, 1445, 739]
margin-mark: 42 bbox=[4, 2036, 21, 2051]
directory-entry: — Wwe, J., Adlerstr. 22, ✉ 33 bbox=[1172, 1603, 1356, 1619]
directory-entry: — Joh., Schuhm., Lindenallee 74, ✉ 19 bbox=[543, 484, 788, 500]
directory-entry: — H., Schriftsetzer, Wandsbeckerstieg 31/33 H. 8, ✉ 24 bbox=[852, 856, 1155, 887]
ad-branch-address: Hohe Bleichen 22, ✉ 36 bbox=[308, 515, 455, 530]
margin-mark: 6 bbox=[4, 1550, 13, 1565]
column-2 bbox=[543, 172, 849, 2122]
directory-entry: — Rud., Mirowstr. 8, ✉ 22 bbox=[1172, 798, 1338, 814]
